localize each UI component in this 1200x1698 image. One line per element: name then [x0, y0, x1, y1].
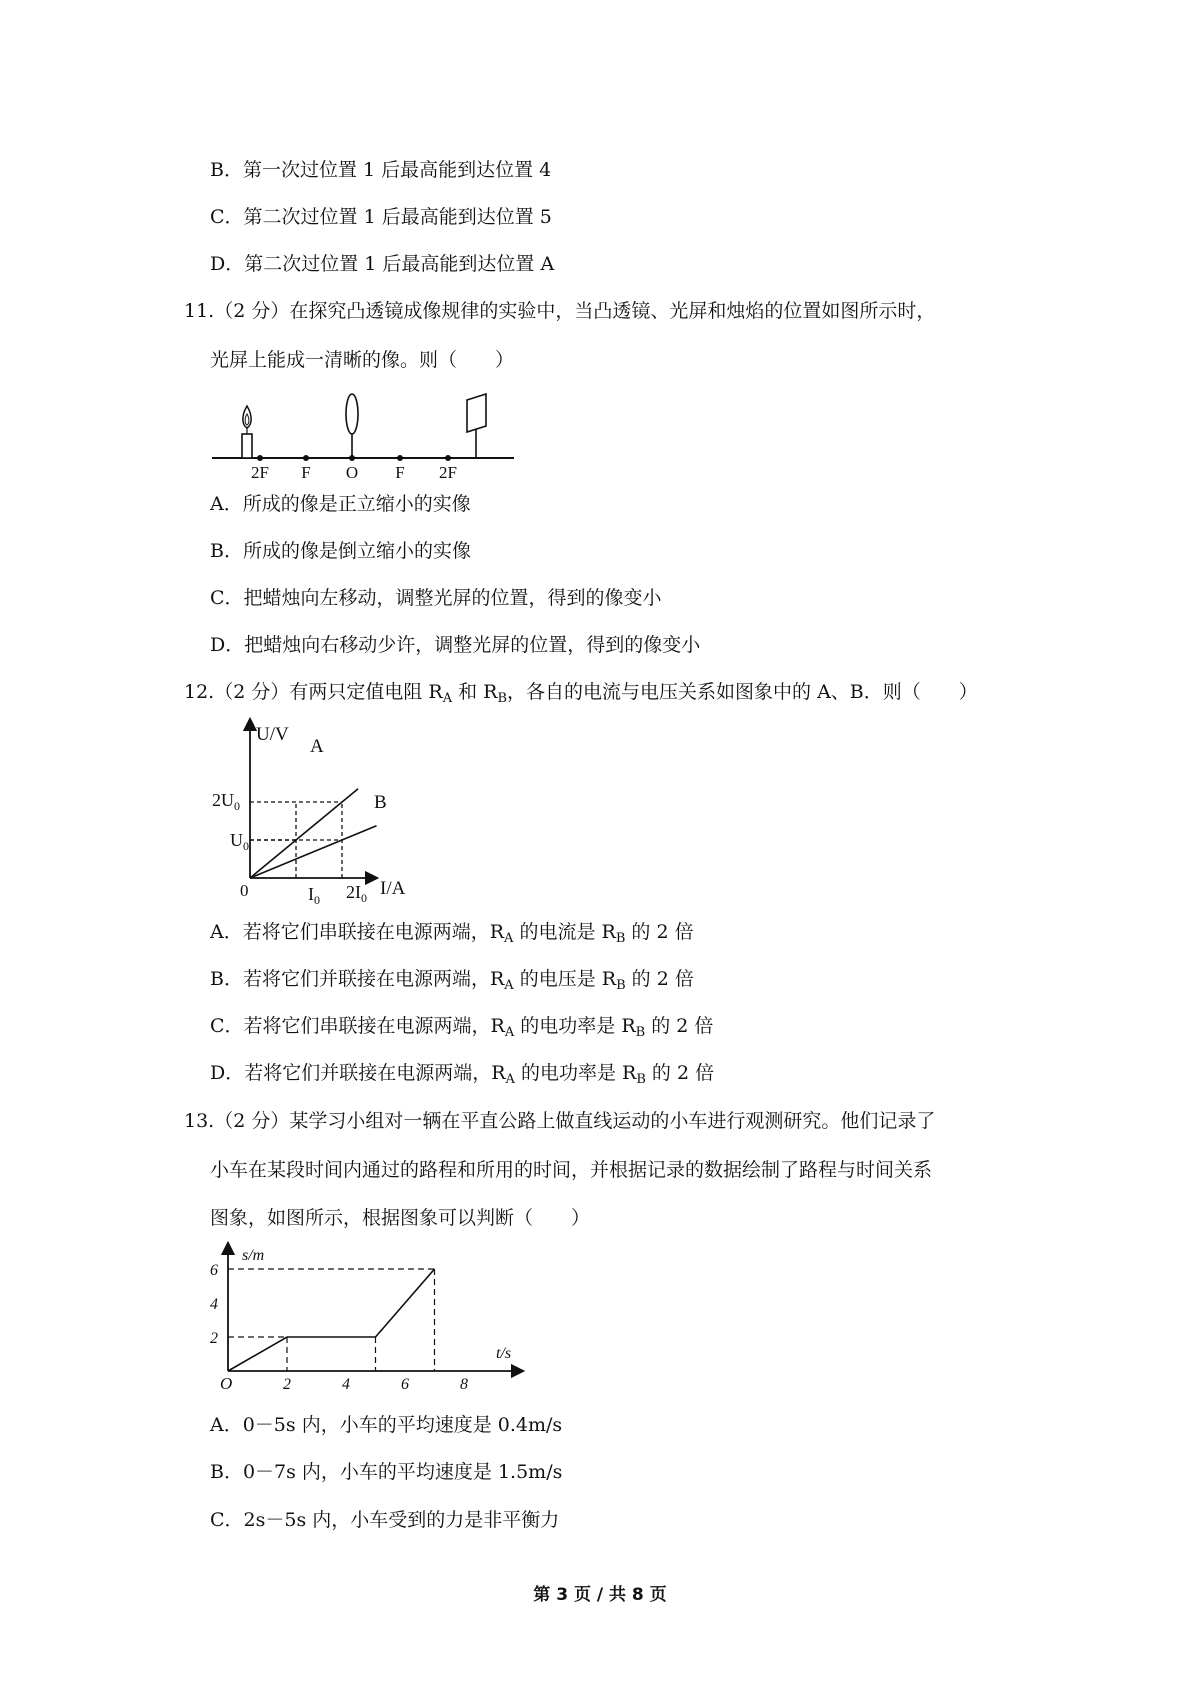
st-origin: O [220, 1374, 233, 1393]
page-footer: 第 3 页 / 共 8 页 [533, 1585, 667, 1605]
q12-stem: 12.（2 分）有两只定值电阻 $R_A$ 和 $R_B$，各自的电流与电压关系如图象中的 A、B．则（ ） [184, 681, 978, 706]
q12-option-a: A．若将它们串联接在电源两端，$R_A$ 的电流是 $R_B$ 的 2 倍 [210, 921, 694, 946]
q10-option-d: D．第二次过位置 1 后最高能到达位置 A [210, 253, 555, 275]
st-graph [200, 1244, 530, 1394]
q12-option-c: C．若将它们串联接在电源两端，$R_A$ 的电功率是 $R_B$ 的 2 倍 [210, 1015, 714, 1040]
ui-graph [200, 718, 440, 907]
q11-stem-line2: 光屏上能成一清晰的像。则（ ） [210, 349, 515, 371]
ui-ylabel: U/V [256, 724, 289, 745]
ui-xlabel: I/A [380, 878, 406, 899]
ui-xtick-2i0: $2I_0$ [346, 882, 367, 905]
axis-label-o: O [345, 463, 359, 482]
st-xtick: 8 [460, 1376, 468, 1393]
q12-option-d: D．若将它们并联接在电源两端，$R_A$ 的电功率是 $R_B$ 的 2 倍 [210, 1062, 715, 1087]
screen-icon [467, 394, 486, 458]
q11-option-c: C．把蜡烛向左移动，调整光屏的位置，得到的像变小 [210, 587, 662, 609]
q10-option-c: C．第二次过位置 1 后最高能到达位置 5 [210, 206, 552, 228]
ui-origin: 0 [240, 881, 249, 900]
ui-series-b-line [250, 826, 377, 878]
q13-stem-line1: 13.（2 分）某学习小组对一辆在平直公路上做直线运动的小车进行观测研究。他们记录了 [184, 1110, 936, 1132]
ui-xtick-i0: $I_0$ [308, 884, 320, 907]
q12-option-b: B．若将它们并联接在电源两端，$R_A$ 的电压是 $R_B$ 的 2 倍 [210, 968, 694, 993]
q13-option-b: B．0－7s 内，小车的平均速度是 1.5m/s [210, 1461, 563, 1483]
st-xtick: 4 [342, 1376, 350, 1393]
q11-stem-line1: 11.（2 分）在探究凸透镜成像规律的实验中，当凸透镜、光屏和烛焰的位置如图所示时， [184, 300, 936, 322]
st-xlabel: t/s [496, 1345, 512, 1362]
st-ytick: 4 [210, 1296, 218, 1313]
axis-label-2f-right: 2F [439, 463, 457, 482]
lens-diagram [210, 392, 520, 482]
ui-series-a-label: A [310, 736, 324, 757]
lens-icon [346, 394, 358, 458]
q11-option-d: D．把蜡烛向右移动少许，调整光屏的位置，得到的像变小 [210, 634, 701, 656]
axis-label-f-left: F [301, 463, 311, 482]
q13-stem-line3: 图象，如图所示，根据图象可以判断（ ） [210, 1207, 591, 1229]
axis-label-f-right: F [395, 463, 405, 482]
st-ytick: 6 [210, 1262, 218, 1279]
ui-ytick-2u0: $2U_0$ [212, 790, 240, 813]
st-series-line [228, 1269, 435, 1371]
q11-option-a: A．所成的像是正立缩小的实像 [210, 493, 471, 515]
q13-option-a: A．0－5s 内，小车的平均速度是 0.4m/s [210, 1414, 563, 1436]
st-ylabel: s/m [242, 1247, 265, 1264]
st-xtick: 6 [401, 1376, 409, 1393]
q13-option-c: C．2s－5s 内，小车受到的力是非平衡力 [210, 1509, 560, 1531]
ui-ytick-u0: $U_0$ [230, 830, 249, 853]
ui-ytick-2u0-sub: 0 [234, 799, 240, 813]
q13-stem-line2: 小车在某段时间内通过的路程和所用的时间，并根据记录的数据绘制了路程与时间关系 [210, 1159, 933, 1181]
ui-series-b-label: B [374, 792, 387, 813]
axis-label-2f-left: 2F [251, 463, 269, 482]
st-ytick: 2 [210, 1330, 218, 1347]
candle-icon [242, 406, 252, 458]
q11-option-b: B．所成的像是倒立缩小的实像 [210, 540, 471, 562]
q10-option-b: B．第一次过位置 1 后最高能到达位置 4 [210, 159, 552, 181]
ui-ytick-u0-sub: 0 [243, 839, 249, 853]
st-xtick: 2 [283, 1376, 291, 1393]
